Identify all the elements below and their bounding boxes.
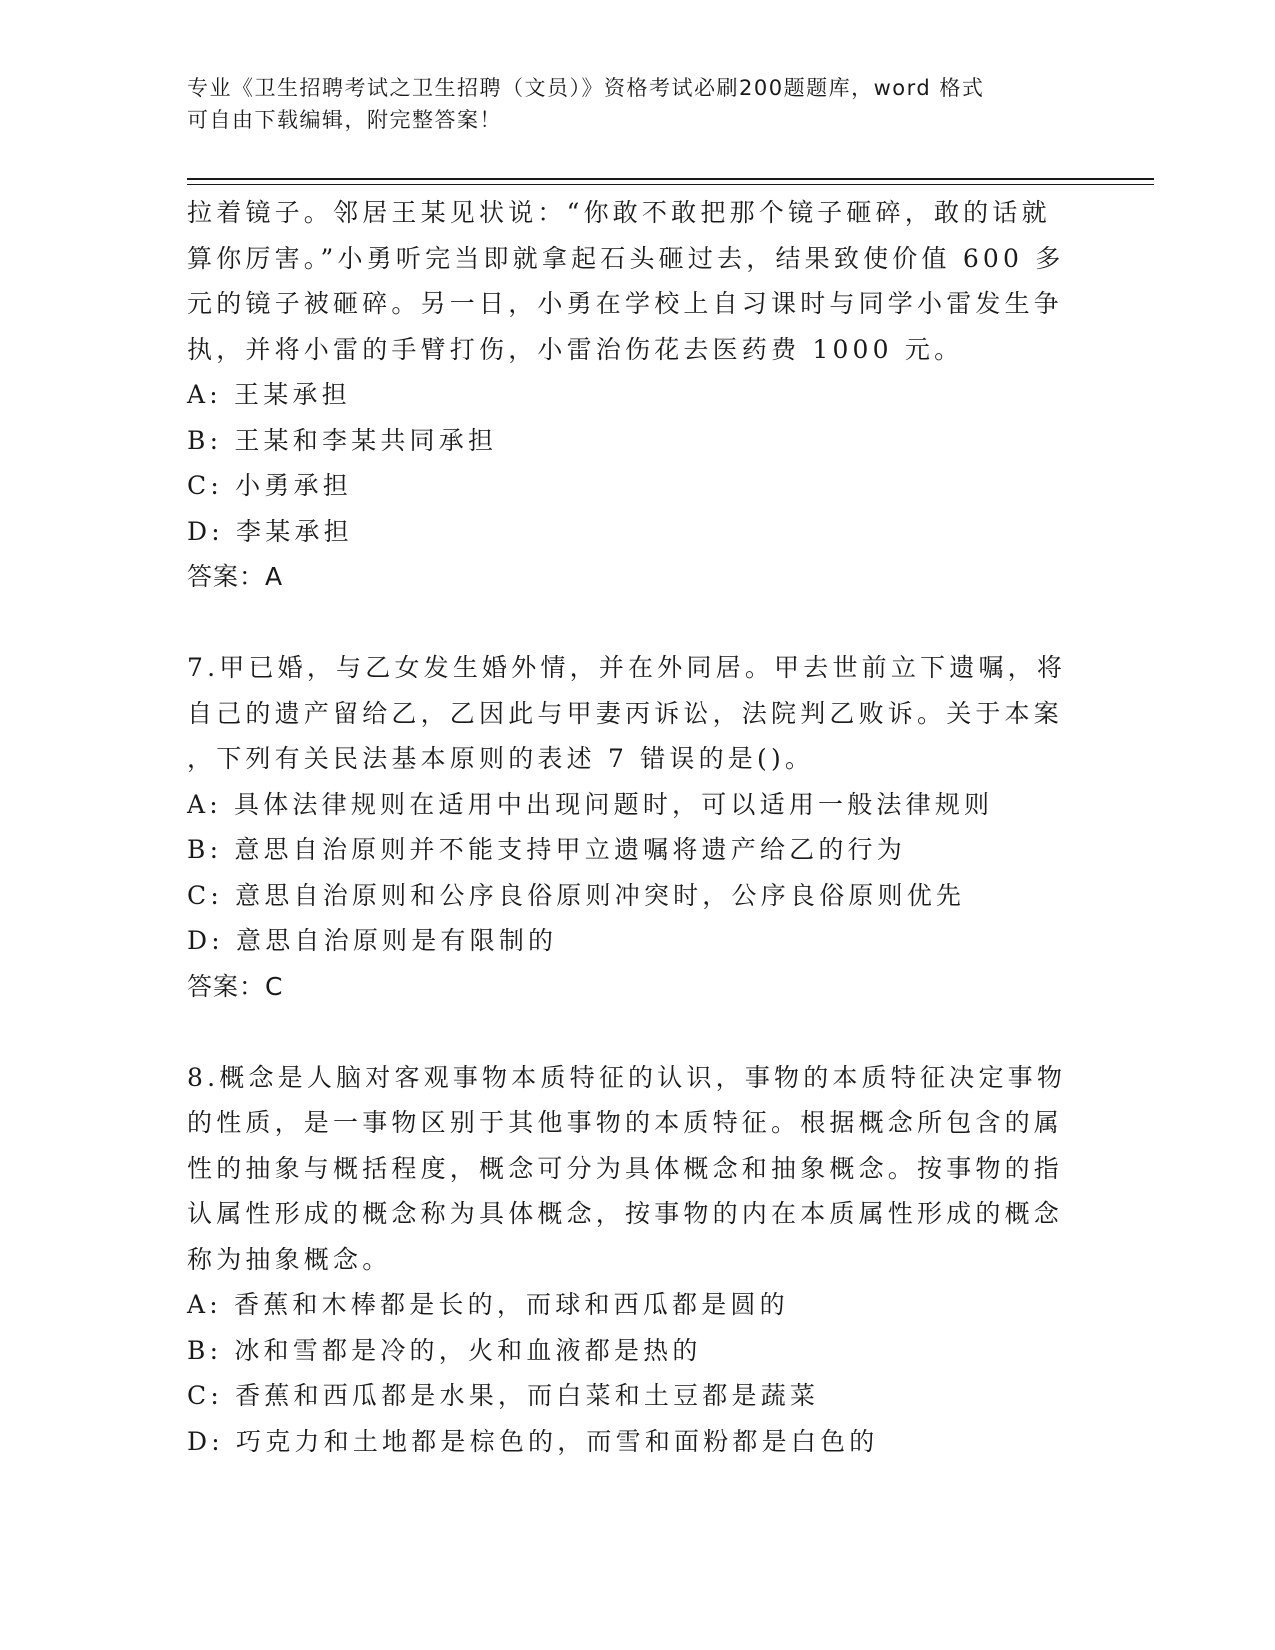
- question-6: [187, 190, 1087, 600]
- document-body: [187, 190, 1087, 1464]
- question-stem-line: 的性质，是一事物区别于其他事物的本质特征。根据概念所包含的属: [187, 1108, 1064, 1137]
- option-b: B: 冰和雪都是冷的，火和血液都是热的: [187, 1335, 702, 1365]
- option-c: C: 意思自治原则和公序良俗原则冲突时，公序良俗原则优先: [187, 880, 966, 910]
- answer-label: 答案：A: [187, 562, 284, 591]
- option-c: C: 小勇承担: [187, 471, 352, 500]
- header-line-2: 可自由下载编辑，附完整答案！: [187, 108, 502, 132]
- option-b: B: 意思自治原则并不能支持甲立遗嘱将遗产给乙的行为: [187, 835, 906, 864]
- question-stem-line: 执，并将小雷的手臂打伤，小雷治伤花去医药费 1000 元。: [187, 334, 964, 364]
- question-stem-line: 拉着镜子。邻居王某见状说：“你敢不敢把那个镜子砸碎，敢的话就: [187, 198, 1051, 227]
- question-stem-line: 7.甲已婚，与乙女发生婚外情，并在外同居。甲去世前立下遗嘱，将: [187, 653, 1067, 682]
- option-a: A: 香蕉和木棒都是长的，而球和西瓜都是圆的: [187, 1290, 789, 1319]
- question-spacer: [187, 1009, 1087, 1055]
- question-stem-line: 算你厉害。”小勇听完当即就拿起石头砸过去，结果致使价值 600 多: [187, 243, 1065, 273]
- question-8: [187, 1055, 1087, 1465]
- option-c: C: 香蕉和西瓜都是水果，而白菜和土豆都是蔬菜: [187, 1381, 820, 1410]
- question-7: [187, 645, 1087, 1009]
- option-d: D: 巧克力和土地都是棕色的，而雪和面粉都是白色的: [187, 1426, 879, 1456]
- page-header: [187, 72, 1067, 136]
- option-a: A: 王某承担: [187, 380, 351, 409]
- question-stem-line: 称为抽象概念。: [187, 1244, 392, 1274]
- question-stem-line: 元的镜子被砸碎。另一日，小勇在学校上自习课时与同学小雷发生争: [187, 289, 1064, 318]
- option-b: B: 王某和李某共同承担: [187, 425, 498, 455]
- header-divider-thin: [187, 184, 1154, 185]
- option-a: A: 具体法律规则在适用中出现问题时，可以适用一般法律规则: [187, 789, 994, 819]
- question-spacer: [187, 600, 1087, 646]
- option-d: D: 李某承担: [187, 516, 353, 546]
- question-stem-line: 认属性形成的概念称为具体概念，按事物的内在本质属性形成的概念: [187, 1199, 1064, 1228]
- header-divider-thick: [187, 178, 1154, 180]
- header-line-1: 专业《卫生招聘考试之卫生招聘（文员）》资格考试必刷200题题库，word 格式: [187, 76, 985, 100]
- question-stem-line: 自己的遗产留给乙，乙因此与甲妻丙诉讼，法院判乙败诉。关于本案: [187, 698, 1064, 728]
- option-d: D: 意思自治原则是有限制的: [187, 926, 558, 955]
- question-stem-line: 8.概念是人脑对客观事物本质特征的认识，事物的本质特征决定事物: [187, 1062, 1067, 1092]
- question-stem-line: 性的抽象与概括程度，概念可分为具体概念和抽象概念。按事物的指: [187, 1153, 1064, 1183]
- answer-label: 答案：C: [187, 971, 284, 1001]
- question-stem-line: ，下列有关民法基本原则的表述 7 错误的是()。: [187, 744, 815, 773]
